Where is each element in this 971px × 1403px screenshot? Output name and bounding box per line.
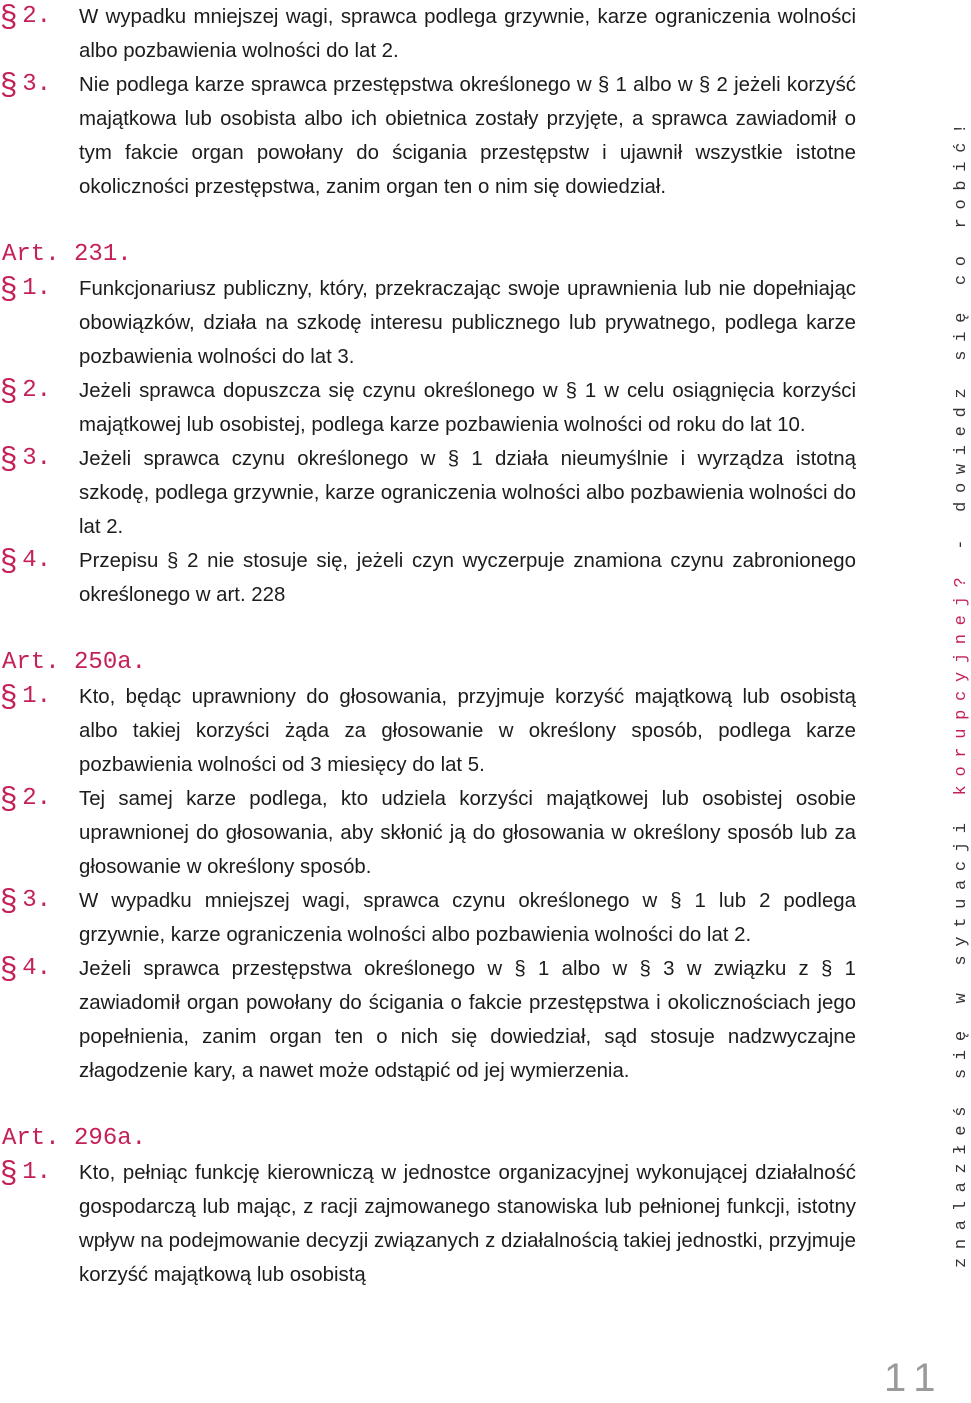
paragraph [0, 544, 856, 612]
paragraph-text: Kto, pełniąc funkcję kierowniczą w jednostce organizacyjnej wykonującej działalność gospodarczą lub mając, z racji zajmowanego stanowiska lub pełnionej funkcji, istotny wpływ na podejmowanie decyzji związanych z działalnością takiej jednostki, przyjmuje korzyść majątkową lub osobistą [79, 1162, 856, 1286]
paragraph-number [0, 1156, 51, 1190]
article-heading: Art. 231. [2, 241, 132, 268]
sidebar-slogan [952, 115, 971, 1268]
paragraph-text: Nie podlega karze sprawca przestępstwa określonego w § 1 albo w § 2 jeżeli korzyść majątkowa lub osobista albo ich obietnica zostały przyjęte, a sprawca zawiadomił o tym fakcie organ powołany do ścigania przestępstw i ujawnił wszystkie istotne okoliczności przestępstwa, zanim organ ten o nim się dowiedział. [79, 74, 856, 198]
paragraph-number-value: 3. [22, 887, 52, 914]
sidebar-text-2: - dowiedz się co robić! [952, 114, 971, 569]
paragraph-text: Kto, będąc uprawniony do głosowania, przyjmuje korzyść majątkową lub osobistą albo takiej korzyści żąda za głosowanie w określony sposób, podlega karze pozbawienia wolności od 3 miesięcy do lat 5. [79, 686, 856, 776]
paragraph-number-value: 2. [22, 377, 52, 404]
paragraph-number [0, 782, 51, 816]
paragraph-number-value: 4. [22, 547, 52, 574]
article-heading: Art. 250a. [2, 649, 147, 676]
paragraph-text: Przepisu § 2 nie stosuje się, jeżeli czyn wyczerpuje znamiona czynu zabronionego określonego w art. 228 [79, 550, 856, 606]
paragraph-number [0, 952, 51, 986]
sidebar-text-1: znalazłeś się w sytuacji [952, 795, 971, 1268]
section-symbol: § [0, 950, 18, 985]
paragraph-number [0, 544, 51, 578]
paragraph-number-value: 4. [22, 955, 52, 982]
paragraph [0, 884, 856, 952]
section-symbol: § [0, 1154, 18, 1189]
paragraph [0, 952, 856, 1088]
paragraph-number-value: 1. [22, 1159, 52, 1186]
paragraph-number [0, 442, 51, 476]
paragraph [0, 1156, 856, 1292]
section-symbol: § [0, 372, 18, 407]
section-symbol: § [0, 270, 18, 305]
paragraph-text: Jeżeli sprawca przestępstwa określonego w § 1 albo w § 3 w związku z § 1 zawiadomił organ powołany do ścigania o fakcie przestępstwa i okolicznościach jego popełnienia, zanim organ ten o nich się dowiedział, sąd stosuje nadzwyczajne złagodzenie kary, a nawet może odstąpić od jej wymierzenia. [79, 958, 856, 1082]
paragraph [0, 272, 856, 374]
sidebar-text-highlight: korupcyjnej? [952, 568, 971, 796]
paragraph-text: Funkcjonariusz publiczny, który, przekraczając swoje uprawnienia lub nie dopełniając obowiązków, działa na szkodę interesu publicznego lub prywatnego, podlega karze pozbawienia wolności do lat 3. [79, 278, 856, 368]
paragraph-number-value: 1. [22, 683, 52, 710]
paragraph-number [0, 884, 51, 918]
page-number: 11 [884, 1356, 946, 1400]
paragraph-number [0, 680, 51, 714]
paragraph-number [0, 0, 51, 34]
paragraph [0, 68, 856, 204]
paragraph-number [0, 68, 51, 102]
paragraph [0, 374, 856, 442]
paragraph-number-value: 1. [22, 275, 52, 302]
paragraph-text: Jeżeli sprawca czynu określonego w § 1 działa nieumyślnie i wyrządza istotną szkodę, podlega grzywnie, karze ograniczenia wolności albo pozbawienia wolności do lat 2. [79, 448, 856, 538]
article-heading: Art. 296a. [2, 1125, 147, 1152]
paragraph-number [0, 374, 51, 408]
paragraph-text: W wypadku mniejszej wagi, sprawca podlega grzywnie, karze ograniczenia wolności albo pozbawienia wolności do lat 2. [79, 6, 856, 62]
paragraph-number [0, 272, 51, 306]
paragraph-number-value: 2. [22, 785, 52, 812]
section-symbol: § [0, 882, 18, 917]
paragraph [0, 0, 856, 68]
section-symbol: § [0, 678, 18, 713]
paragraph-text: W wypadku mniejszej wagi, sprawca czynu określonego w § 1 lub 2 podlega grzywnie, karze ograniczenia wolności albo pozbawienia wolności do lat 2. [79, 890, 856, 946]
section-symbol: § [0, 440, 18, 475]
section-symbol: § [0, 66, 18, 101]
section-symbol: § [0, 780, 18, 815]
paragraph [0, 680, 856, 782]
paragraph-number-value: 3. [22, 71, 52, 98]
paragraph-number-value: 2. [22, 3, 52, 30]
paragraph-text: Jeżeli sprawca dopuszcza się czynu określonego w § 1 w celu osiągnięcia korzyści majątkowej lub osobistej, podlega karze pozbawienia wolności od roku do lat 10. [79, 380, 856, 436]
paragraph-text: Tej samej karze podlega, kto udziela korzyści majątkowej lub osobistej osobie uprawnionej do głosowania, aby skłonić ją do głosowania w określony sposób lub za głosowanie w określony sposób. [79, 788, 856, 878]
section-symbol: § [0, 542, 18, 577]
paragraph-number-value: 3. [22, 445, 52, 472]
paragraph [0, 782, 856, 884]
section-symbol: § [0, 0, 18, 33]
paragraph [0, 442, 856, 544]
